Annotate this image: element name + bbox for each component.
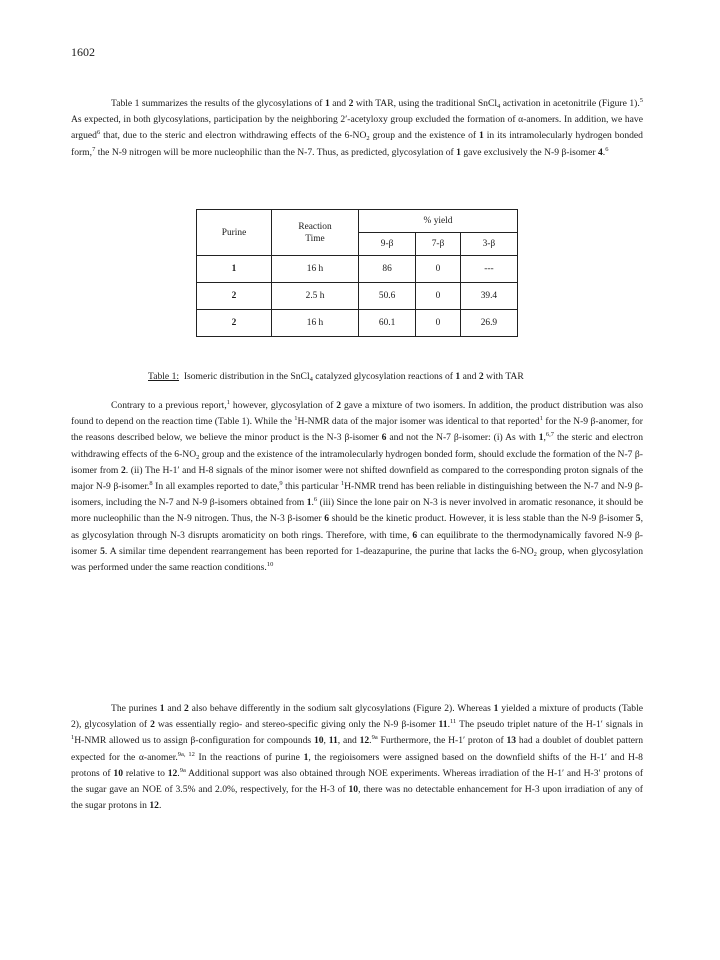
table-caption bbox=[148, 371, 524, 382]
header-time-line1: Reaction bbox=[298, 221, 332, 232]
table-row bbox=[197, 283, 518, 310]
paragraph-2: Contrary to a previous report,$^1$ however, glycosylation of 2 gave a mixture of two isomers. In addition, the product distribution was also found to depend on the reaction time (Table 1). While the $^1$H-NMR data of the major isomer was identical to that reported$^1$ for the N-9 β-anomer, for the reasons described below, we believe the minor product is the N-3 β-isomer 6 and not the N-7 β-isomer: (i) As with 1,$^{6,7}$ the steric and electron withdrawing effects of the $6-NO_2$ group and the existence of the intramolecularly hydrogen bonded form, should exclude the formation of the N-7 β-isomer from 2. (ii) The H-1′ and H-8 signals of the minor isomer were not shifted downfield as compared to the corresponding proton signals of the major N-9 β-isomer.$^8$ In all examples reported to date,$^9$ this particular $^1$H-NMR trend has been reliable in distinguishing between the N-7 and N-9 β-isomers, including the N-7 and N-9 β-isomers obtained from 1.$^6$ (iii) Since the lone pair on N-3 is never involved in aromatic resonance, it should be more nucleophilic than the N-9 nitrogen. Thus, the N-3 β-isomer 6 should be the kinetic product. However, it is less stable than the N-9 β-isomer 5, as glycosylation through N-3 disrupts aromaticity on both rings. Therefore, with time, 6 can equilibrate to the thermodynamically favored N-9 β-isomer 5. A similar time dependent rearrangement has been reported for 1-deazapurine, the purine that lacks the $6-NO_2$ group, when glycosylation was performed under the same reaction conditions.$^{10}$ bbox=[71, 399, 644, 574]
cell-9-beta: 86 bbox=[359, 256, 416, 283]
cell-7-beta: 0 bbox=[416, 256, 461, 283]
paragraph-1: Table 1 summarizes the results of the glycosylations of 1 and 2 with TAR, using the traditional SnCl$_4$ activation in acetonitrile (Figure 1).$^5$ As expected, in both glycosylations, participation by the neighboring 2′-acetyloxy group excluded the formation of α-anomers. In addition, we have argued$^6$ that, due to the steric and electron withdrawing effects of the $6-NO_2$ group and the existence of 1 in its intramolecularly hydrogen bonded form,$^7$ the N-9 nitrogen will be more nucleophilic than the N-7. Thus, as predicted, glycosylation of 1 gave exclusively the N-9 β-isomer 4.$^6$ bbox=[71, 97, 643, 158]
caption-text: Isomeric distribution in the SnCl$_4$ catalyzed glycosylation reactions of 1 and 2 with TAR bbox=[183, 371, 524, 383]
cell-3-beta: 39.4 bbox=[460, 283, 517, 310]
cell-purine: 2 bbox=[197, 283, 272, 310]
cell-3-beta: --- bbox=[460, 256, 517, 283]
cell-9-beta: 60.1 bbox=[359, 310, 416, 337]
paragraph-3: The purines 1 and 2 also behave differently in the sodium salt glycosylations (Figure 2). Whereas 1 yielded a mixture of products (Table 2), glycosylation of 2 was essentially regio- and stereo-specific giving only the N-9 β-isomer 11.11 The pseudo triplet nature of the H-1′ signals in $^1$H-NMR allowed us to assign β-configuration for compounds 10, 11, and 12.$^{9a}$ Furthermore, the H-1′ proton of 13 had a doublet of doublet pattern expected for the α-anomer.$^{9a, 12}$ In the reactions of purine 1, the regioisomers were assigned based on the downfield shifts of the H-1′ and H-8 protons of 10 relative to 12.$^{9a}$ Additional support was also obtained through NOE experiments. Whereas irradiation of the H-1′ and H-3′ protons of the sugar gave an NOE of 3.5% and 2.0%, respectively, for the H-3 of 10, there was no detectable enhancement for H-3 upon irradiation of any of the sugar protons in 12. bbox=[71, 703, 644, 812]
header-time-line2: Time bbox=[305, 233, 325, 244]
header-9-beta: 9-β bbox=[359, 233, 416, 256]
cell-time: 16 h bbox=[272, 310, 359, 337]
header-yield: % yield bbox=[359, 210, 518, 233]
header-7-beta: 7-β bbox=[416, 233, 461, 256]
cell-purine: 1 bbox=[197, 256, 272, 283]
header-3-beta: 3-β bbox=[460, 233, 517, 256]
header-reaction-time bbox=[272, 210, 359, 256]
cell-7-beta: 0 bbox=[416, 310, 461, 337]
table-row bbox=[197, 310, 518, 337]
cell-7-beta: 0 bbox=[416, 283, 461, 310]
cell-9-beta: 50.6 bbox=[359, 283, 416, 310]
cell-3-beta: 26.9 bbox=[460, 310, 517, 337]
cell-purine: 2 bbox=[197, 310, 272, 337]
isomer-distribution-table bbox=[196, 209, 518, 337]
header-purine: Purine bbox=[197, 210, 272, 256]
page-number: 1602 bbox=[71, 45, 95, 59]
cell-time: 2.5 h bbox=[272, 283, 359, 310]
caption-label: Table 1: bbox=[148, 371, 180, 382]
table-row bbox=[197, 256, 518, 283]
cell-time: 16 h bbox=[272, 256, 359, 283]
